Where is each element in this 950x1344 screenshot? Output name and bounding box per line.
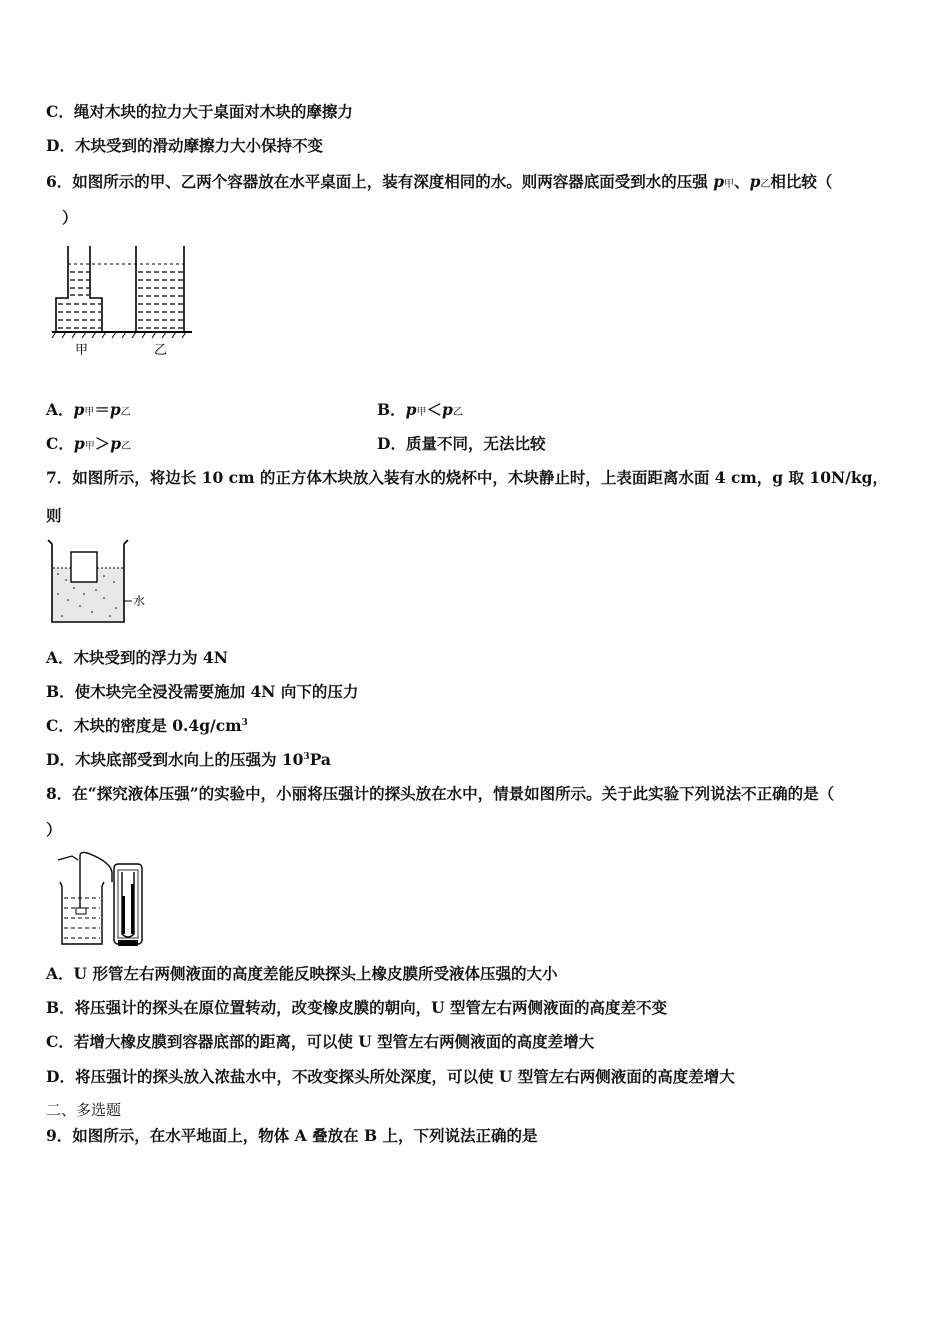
q6-option-a-sub1: 甲 — [84, 407, 95, 418]
q6-stem-prefix: 6．如图所示的甲、乙两个容器放在水平桌面上，装有深度相同的水。则两容器底面受到水的压强 — [46, 172, 708, 191]
q8-stem: 8．在“探究液体压强”的实验中，小丽将压强计的探头放在水中，情景如图所示。关于此实验下列说法不正确的是（ — [46, 784, 835, 803]
q6-option-c-sub1: 甲 — [84, 441, 95, 452]
q6-stem-suffix: 相比较（ — [770, 172, 833, 191]
q6-figure — [46, 242, 196, 362]
q8-option-c: C．若增大橡皮膜到容器底部的距离，可以使 U 型管左右两侧液面的高度差增大 — [46, 1032, 595, 1051]
q6-option-b — [377, 400, 463, 423]
q7-option-b: B．使木块完全浸没需要施加 4N 向下的压力 — [46, 682, 359, 701]
q6-option-c-p1: p — [73, 434, 85, 453]
q6-option-c-rel: ＞ — [94, 434, 111, 453]
q8-option-b: B．将压强计的探头在原位置转动，改变橡皮膜的朝向，U 型管左右两侧液面的高度差不变 — [46, 998, 668, 1017]
q7-stem-2: 则 — [46, 506, 62, 525]
q7-figure — [44, 538, 154, 628]
q7-option-d — [46, 750, 331, 770]
q8-stem-2: ） — [46, 820, 62, 839]
q6-p-symbol: p — [713, 172, 725, 191]
q6-paren-close: ） — [62, 208, 78, 227]
q6-option-b-sub2: 乙 — [452, 407, 463, 418]
q6-option-b-label: B． — [377, 400, 406, 419]
q8-figure — [50, 850, 150, 950]
q8-option-a: A．U 形管左右两侧液面的高度差能反映探头上橡皮膜所受液体压强的大小 — [46, 964, 558, 983]
q6-p-symbol-2: p — [749, 172, 761, 191]
q6-option-a-p2: p — [109, 400, 121, 419]
q7-figure-water-label: 水 — [133, 594, 146, 608]
q6-option-b-sub1: 甲 — [416, 407, 427, 418]
q7-option-c — [46, 716, 248, 736]
q6-option-c — [46, 434, 131, 457]
q6-option-a-label: A． — [46, 400, 74, 419]
q6-option-c-sub2: 乙 — [121, 441, 132, 452]
q6-option-a-rel: ＝ — [94, 400, 110, 419]
q5-option-c: C．绳对木块的拉力大于桌面对木块的摩擦力 — [46, 102, 353, 121]
q6-stem — [46, 172, 832, 195]
q6-option-b-rel: ＜ — [426, 400, 442, 419]
q6-sub-jia: 甲 — [724, 179, 735, 190]
q6-figure-label-jia: 甲 — [75, 343, 89, 358]
q6-option-b-p2: p — [441, 400, 453, 419]
q7-option-c-sup: 3 — [241, 717, 248, 728]
q7-stem: 7．如图所示，将边长 10 cm 的正方体木块放入装有水的烧杯中，木块静止时，上表面距离水面 4 cm，g 取 10N/kg， — [46, 468, 888, 487]
q7-option-a: A．木块受到的浮力为 4N — [46, 648, 228, 667]
q7-option-c-text: C．木块的密度是 0.4g/cm — [46, 716, 242, 735]
q7-option-d-text: D．木块底部受到水向上的压强为 10 — [46, 750, 304, 769]
q6-option-c-label: C． — [46, 434, 74, 453]
q7-option-d-unit: Pa — [309, 750, 331, 769]
q6-option-a-sub2: 乙 — [120, 407, 131, 418]
q6-figure-label-yi: 乙 — [154, 343, 168, 358]
q6-option-d: D．质量不同，无法比较 — [377, 434, 546, 453]
section-title-multi-choice: 二、多选题 — [46, 1101, 122, 1119]
q7-option-d-sup: 3 — [303, 751, 310, 762]
q9-stem: 9．如图所示，在水平地面上，物体 A 叠放在 B 上，下列说法正确的是 — [46, 1126, 538, 1145]
q6-separator: 、 — [734, 172, 750, 191]
q6-option-c-p2: p — [110, 434, 122, 453]
q6-sub-yi: 乙 — [760, 179, 771, 190]
q6-option-a-p1: p — [73, 400, 85, 419]
q8-option-d: D．将压强计的探头放入浓盐水中，不改变探头所处深度，可以使 U 型管左右两侧液面的高度差增大 — [46, 1067, 735, 1086]
q6-option-b-p1: p — [405, 400, 417, 419]
q6-option-a — [46, 400, 131, 423]
q5-option-d: D．木块受到的滑动摩擦力大小保持不变 — [46, 136, 323, 155]
